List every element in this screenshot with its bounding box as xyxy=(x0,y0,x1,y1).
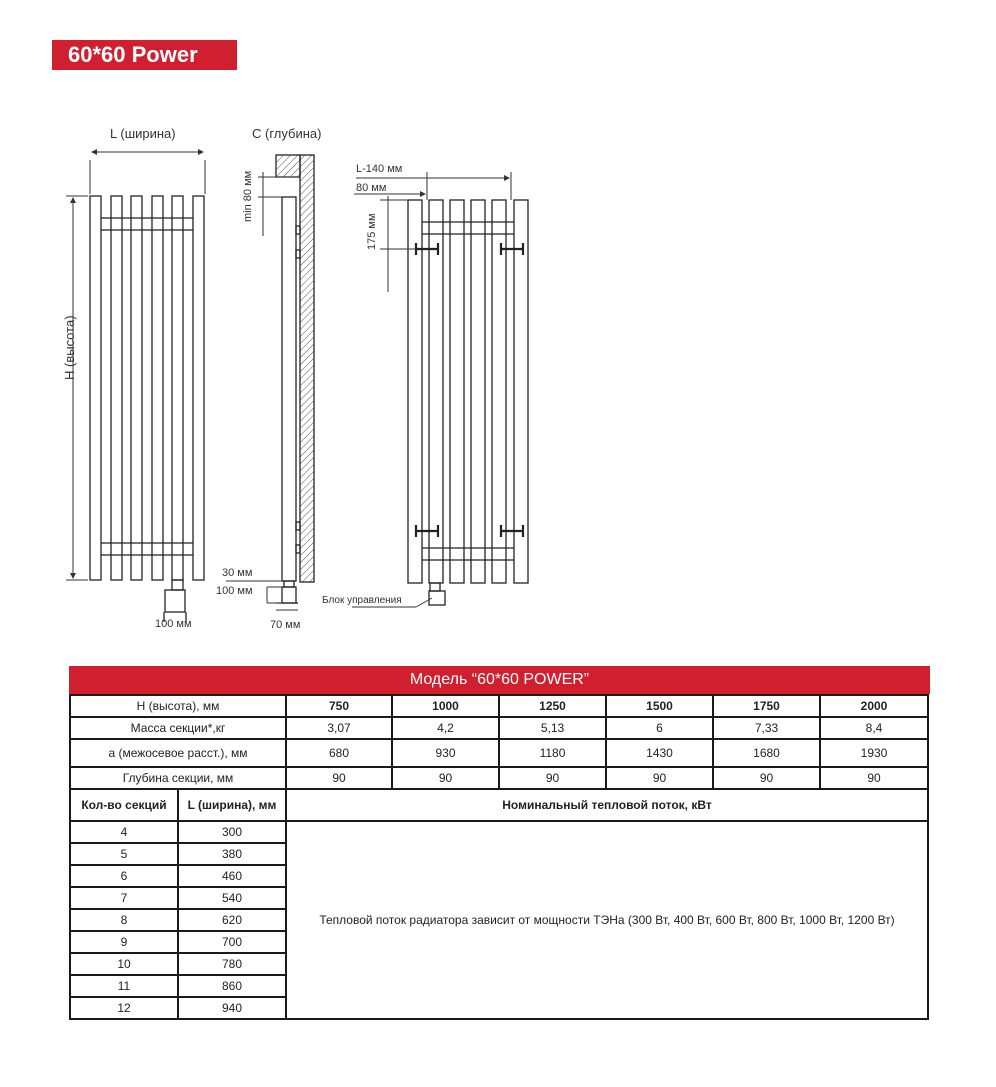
col-header-heat-flow: Номинальный тепловой поток, кВт xyxy=(286,789,928,821)
table-cell: 860 xyxy=(178,975,286,997)
row-label: Глубина секции, мм xyxy=(70,767,286,789)
control-block-label: Блок управления xyxy=(322,595,402,606)
table-cell: 5,13 xyxy=(499,717,606,739)
table-cell: 680 xyxy=(286,739,392,767)
table-row xyxy=(70,695,928,717)
table-cell: 7 xyxy=(70,887,178,909)
col-header-sections: Кол-во секций xyxy=(70,789,178,821)
table-cell: 540 xyxy=(178,887,286,909)
table-cell: 1750 xyxy=(713,695,820,717)
min80-label: min 80 мм xyxy=(242,170,254,222)
table-row xyxy=(70,821,928,843)
table-cell: 6 xyxy=(70,865,178,887)
dim30-label: 30 мм xyxy=(222,567,253,579)
dim175-label: 175 мм xyxy=(366,213,378,250)
height-label: H (высота) xyxy=(62,315,77,380)
heat-flow-note: Тепловой поток радиатора зависит от мощности ТЭНа (300 Вт, 400 Вт, 600 Вт, 800 Вт, 1000 Вт, 1200 Вт) xyxy=(286,821,928,1019)
spec-table xyxy=(69,694,929,1020)
table-row xyxy=(70,789,928,821)
table-cell: 700 xyxy=(178,931,286,953)
table-cell: 90 xyxy=(286,767,392,789)
table-cell: 1500 xyxy=(606,695,713,717)
table-cell: 90 xyxy=(713,767,820,789)
table-row xyxy=(70,767,928,789)
table-cell: 1250 xyxy=(499,695,606,717)
table-cell: 1000 xyxy=(392,695,499,717)
table-cell: 4,2 xyxy=(392,717,499,739)
table-cell: 12 xyxy=(70,997,178,1019)
table-cell: 930 xyxy=(392,739,499,767)
table-cell: 1680 xyxy=(713,739,820,767)
front-view xyxy=(90,196,204,622)
table-cell: 90 xyxy=(392,767,499,789)
table-cell: 90 xyxy=(606,767,713,789)
model-title: Модель “60*60 POWER” xyxy=(69,666,930,694)
table-cell: 780 xyxy=(178,953,286,975)
mount-brackets xyxy=(416,243,523,537)
table-cell: 6 xyxy=(606,717,713,739)
front-dimensions xyxy=(66,152,205,580)
dim80-label: 80 мм xyxy=(356,182,387,194)
table-cell: 2000 xyxy=(820,695,928,717)
table-cell: 90 xyxy=(499,767,606,789)
connection-view xyxy=(408,200,528,605)
dim100-label: 100 мм xyxy=(216,585,253,597)
table-cell: 1930 xyxy=(820,739,928,767)
bottom100-label: 100 мм xyxy=(155,618,192,630)
table-cell: 5 xyxy=(70,843,178,865)
l140-label: L-140 мм xyxy=(356,163,403,175)
side-view xyxy=(276,155,314,603)
side-dimensions xyxy=(226,172,300,610)
row-label: Масса секции*,кг xyxy=(70,717,286,739)
depth-label: C (глубина) xyxy=(252,126,322,141)
table-row xyxy=(70,717,928,739)
table-cell: 750 xyxy=(286,695,392,717)
table-cell: 90 xyxy=(820,767,928,789)
table-cell: 3,07 xyxy=(286,717,392,739)
table-cell: 10 xyxy=(70,953,178,975)
row-label: H (высота), мм xyxy=(70,695,286,717)
table-row xyxy=(70,739,928,767)
page-title: 60*60 Power xyxy=(52,40,237,70)
col-header-width: L (ширина), мм xyxy=(178,789,286,821)
table-cell: 9 xyxy=(70,931,178,953)
table-cell: 4 xyxy=(70,821,178,843)
table-cell: 940 xyxy=(178,997,286,1019)
spec-table-wrap xyxy=(69,666,930,1020)
table-cell: 1430 xyxy=(606,739,713,767)
width-label: L (ширина) xyxy=(110,126,176,141)
bottom70-label: 70 мм xyxy=(270,619,301,631)
table-cell: 1180 xyxy=(499,739,606,767)
table-cell: 380 xyxy=(178,843,286,865)
table-cell: 8 xyxy=(70,909,178,931)
table-cell: 460 xyxy=(178,865,286,887)
table-cell: 620 xyxy=(178,909,286,931)
row-label: a (межосевое расст.), мм xyxy=(70,739,286,767)
table-cell: 300 xyxy=(178,821,286,843)
table-cell: 11 xyxy=(70,975,178,997)
table-cell: 7,33 xyxy=(713,717,820,739)
table-cell: 8,4 xyxy=(820,717,928,739)
